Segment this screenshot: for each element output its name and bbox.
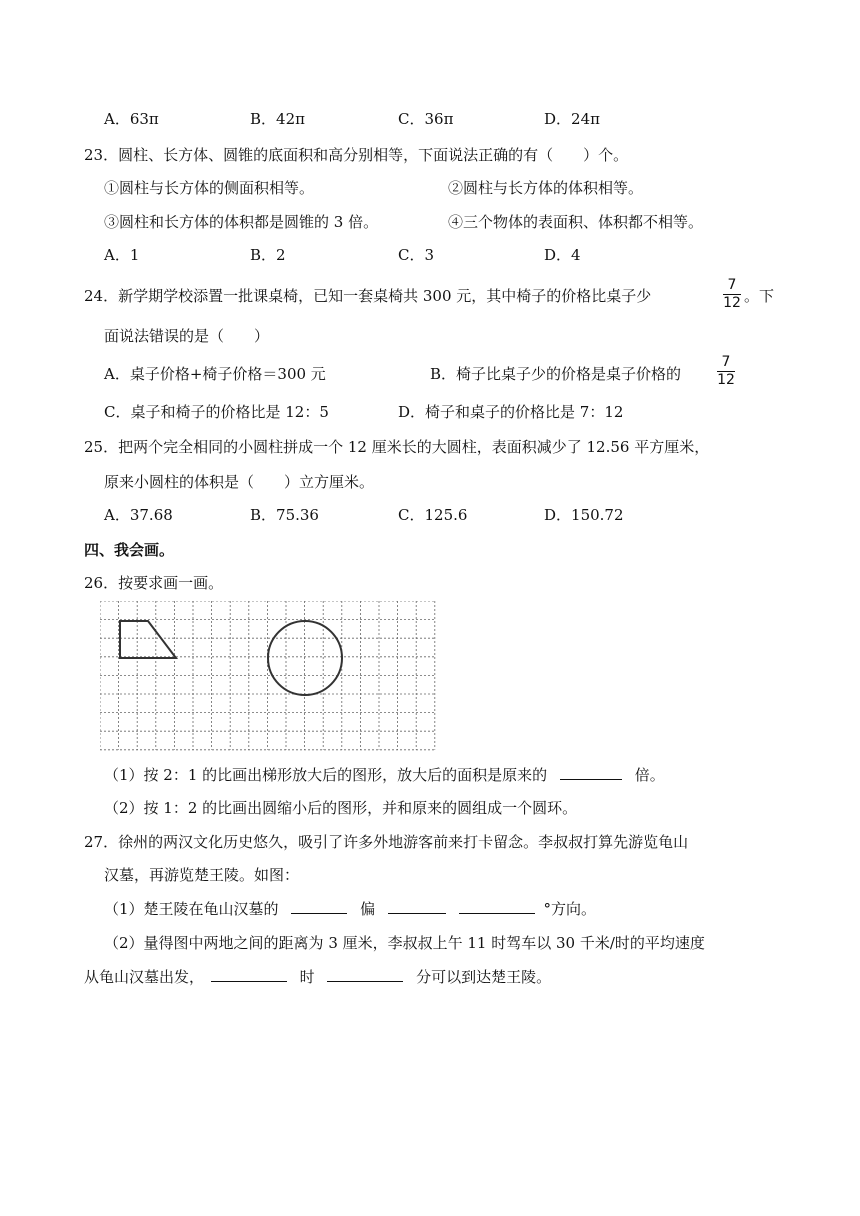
q26-part1-unit: 倍。 [634, 766, 665, 784]
q24-stem: 24．新学期学校添置一批课桌椅，已知一套桌椅共 300 元，其中椅子的价格比桌子少 [84, 287, 652, 305]
q24-fraction [722, 278, 742, 311]
drawing-grid [100, 601, 436, 751]
q24-stem-line2: 面说法错误的是（ ） [104, 327, 270, 345]
answer-blank-angle[interactable] [459, 899, 535, 914]
q27-part1-text: （1）楚王陵在龟山汉墓的 [104, 900, 279, 918]
q23-option-c: C．3 [398, 246, 435, 264]
section-heading: 四、我会画。 [84, 541, 175, 559]
q23-option-a: A．1 [104, 246, 140, 264]
q25-option-b: B．75.36 [250, 506, 319, 524]
q23-option-d: D．4 [544, 246, 581, 264]
q24-option-b: B．椅子比桌子少的价格是桌子价格的 [430, 365, 682, 383]
q27-part2-end: 分可以到达楚王陵。 [416, 968, 552, 986]
fraction-numerator: 7 [727, 277, 737, 293]
q23-stem: 23．圆柱、长方体、圆锥的底面积和高分别相等，下面说法正确的有（ ）个。 [84, 146, 629, 164]
q23-statement-3: ③圆柱和长方体的体积都是圆锥的 3 倍。 [104, 213, 379, 231]
q26-part2: （2）按 1：2 的比画出圆缩小后的图形，并和原来的圆组成一个圆环。 [104, 799, 578, 817]
q24-stem-end: 。下 [744, 287, 775, 305]
answer-blank-direction-2[interactable] [388, 899, 446, 914]
q25-option-c: C．125.6 [398, 506, 468, 524]
q26-part1 [104, 765, 665, 785]
q26-stem: 26．按要求画一画。 [84, 574, 224, 592]
q27-part2-line2 [84, 967, 551, 987]
q25-option-d: D．150.72 [544, 506, 624, 524]
q22-option-a: A．63π [104, 110, 159, 128]
fraction-numerator: 7 [721, 354, 731, 370]
q27-part1-end: °方向。 [543, 900, 596, 918]
q27-part1 [104, 899, 596, 919]
q22-option-b: B．42π [250, 110, 305, 128]
answer-blank-minute[interactable] [327, 967, 403, 982]
q25-stem-line2: 原来小圆柱的体积是（ ）立方厘米。 [104, 473, 375, 491]
answer-blank-direction-1[interactable] [291, 899, 347, 914]
answer-blank[interactable] [560, 765, 622, 780]
fraction-denominator: 12 [717, 372, 735, 388]
q22-option-d: D．24π [544, 110, 600, 128]
answer-blank-hour[interactable] [211, 967, 287, 982]
q27-stem-line2: 汉墓，再游览楚王陵。如图： [104, 866, 300, 884]
q24-option-c: C．桌子和椅子的价格比是 12：5 [104, 403, 329, 421]
q26-part1-text: （1）按 2：1 的比画出梯形放大后的图形，放大后的面积是原来的 [104, 766, 548, 784]
q24-option-b-fraction [716, 355, 736, 388]
q27-part2-line1: （2）量得图中两地之间的距离为 3 厘米，李叔叔上午 11 时驾车以 30 千米/时的平均速度 [104, 934, 705, 952]
q25-option-a: A．37.68 [104, 506, 173, 524]
q27-part2-hour-label: 时 [299, 968, 315, 986]
q24-option-d: D．椅子和桌子的价格比是 7：12 [398, 403, 624, 421]
q24-option-a: A．桌子价格+椅子价格＝300 元 [104, 365, 326, 383]
q23-option-b: B．2 [250, 246, 286, 264]
q22-option-c: C．36π [398, 110, 454, 128]
q25-stem: 25．把两个完全相同的小圆柱拼成一个 12 厘米长的大圆柱，表面积减少了 12.56 平方厘米， [84, 438, 710, 456]
q27-stem: 27．徐州的两汉文化历史悠久，吸引了许多外地游客前来打卡留念。李叔叔打算先游览龟山 [84, 833, 689, 851]
q27-part1-pian: 偏 [360, 900, 376, 918]
q23-statement-1: ①圆柱与长方体的侧面积相等。 [104, 179, 315, 197]
fraction-denominator: 12 [723, 295, 741, 311]
q27-part2-text: 从龟山汉墓出发， [84, 968, 205, 986]
q23-statement-4: ④三个物体的表面积、体积都不相等。 [448, 213, 704, 231]
q23-statement-2: ②圆柱与长方体的体积相等。 [448, 179, 644, 197]
trapezoid-shape [120, 621, 176, 658]
